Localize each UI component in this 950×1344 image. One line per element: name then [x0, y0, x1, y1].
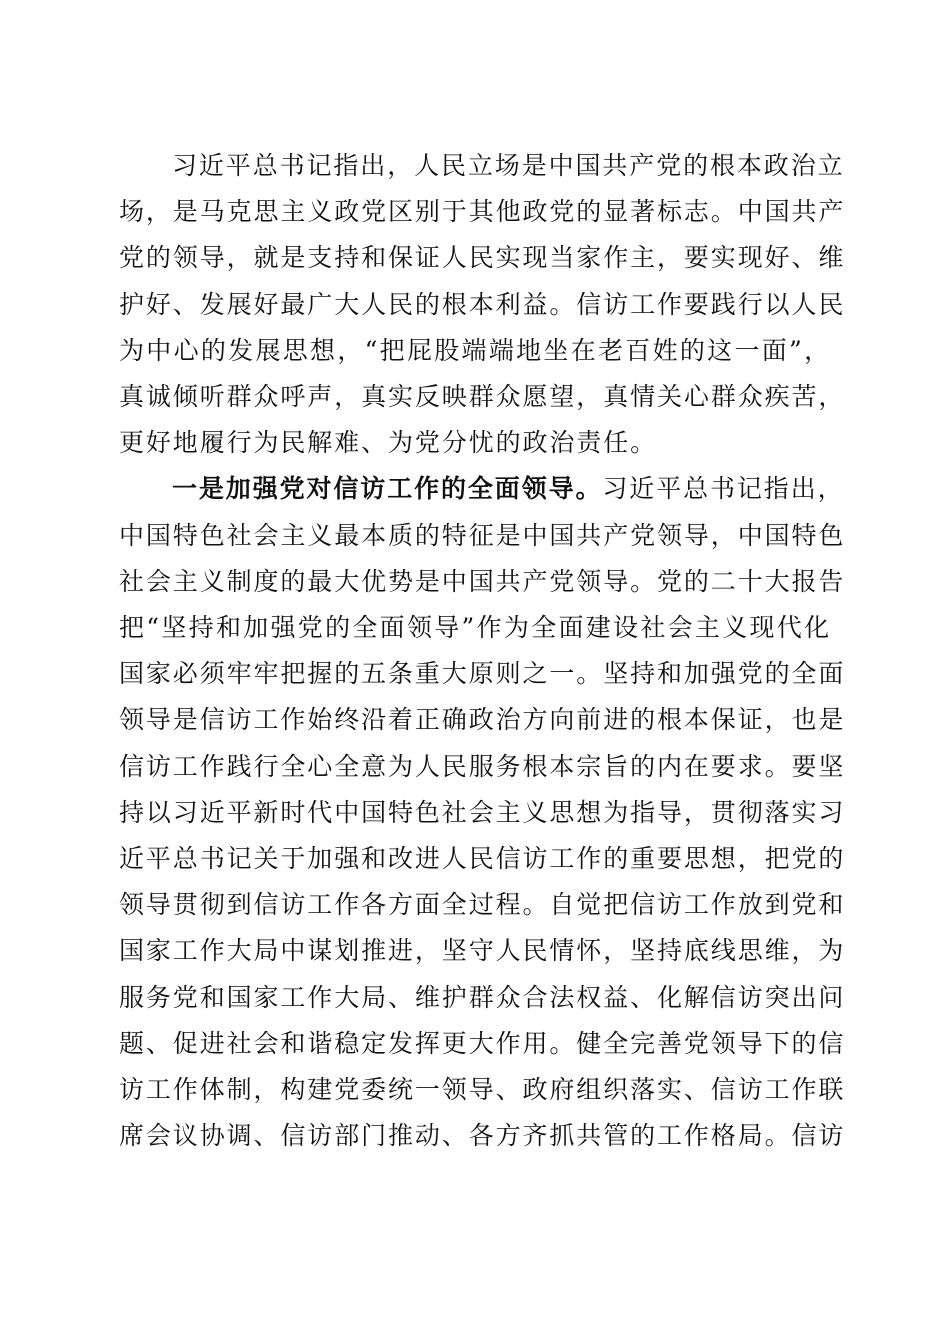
body-text [119, 143, 846, 1159]
paragraph-2-line-3: 社会主义制度的最大优势是中国共产党领导。党的二十大报告 [119, 566, 846, 596]
paragraph-2-line-14: 访工作体制，构建党委统一领导、政府组织落实、信访工作联 [119, 1075, 846, 1105]
paragraph-1-line-6: 真诚倾听群众呼声，真实反映群众愿望，真情关心群众疾苦， [119, 382, 846, 412]
paragraph-2-line-7: 信访工作践行全心全意为人民服务根本宗旨的内在要求。要坚 [119, 751, 846, 781]
paragraph-2-line-8: 持以习近平新时代中国特色社会主义思想为指导，贯彻落实习 [119, 797, 846, 827]
paragraph-2-line-1-rest: 习近平总书记指出， [602, 474, 845, 504]
paragraph-2-line-12: 服务党和国家工作大局、维护群众合法权益、化解信访突出问 [119, 982, 846, 1012]
paragraph-2-line-5: 国家必须牢牢把握的五条重大原则之一。坚持和加强党的全面 [119, 659, 846, 689]
paragraph-1-line-4: 护好、发展好最广大人民的根本利益。信访工作要践行以人民 [119, 289, 846, 319]
paragraph-2-line-10: 领导贯彻到信访工作各方面全过程。自觉把信访工作放到党和 [119, 890, 846, 920]
paragraph-1-line-5: 为中心的发展思想，“把屁股端端地坐在老百姓的这一面”， [119, 335, 831, 365]
paragraph-2-heading: 一是加强党对信访工作的全面领导。 [172, 474, 603, 504]
paragraph-2-line-6: 领导是信访工作始终沿着正确政治方向前进的根本保证，也是 [119, 705, 846, 735]
paragraph-2-line-2: 中国特色社会主义最本质的特征是中国共产党领导，中国特色 [119, 520, 846, 550]
paragraph-1-line-7: 更好地履行为民解难、为党分忧的政治责任。 [119, 428, 658, 458]
paragraph-2-line-11: 国家工作大局中谋划推进，坚守人民情怀，坚持底线思维，为 [119, 936, 846, 966]
paragraph-2 [119, 466, 846, 1159]
paragraph-1-line-2: 场，是马克思主义政党区别于其他政党的显著标志。中国共产 [119, 197, 846, 227]
paragraph-2-line-4: 把“坚持和加强党的全面领导”作为全面建设社会主义现代化 [119, 613, 831, 643]
paragraph-1 [119, 143, 846, 466]
paragraph-2-line-1 [119, 466, 845, 512]
paragraph-2-line-15: 席会议协调、信访部门推动、各方齐抓共管的工作格局。信访 [119, 1121, 846, 1151]
paragraph-2-line-13: 题、促进社会和谐稳定发挥更大作用。健全完善党领导下的信 [119, 1028, 846, 1058]
paragraph-1-line-1: 习近平总书记指出，人民立场是中国共产党的根本政治立 [172, 151, 845, 180]
paragraph-2-line-9: 近平总书记关于加强和改进人民信访工作的重要思想，把党的 [119, 844, 846, 874]
paragraph-1-line-3: 党的领导，就是支持和保证人民实现当家作主，要实现好、维 [119, 243, 846, 273]
